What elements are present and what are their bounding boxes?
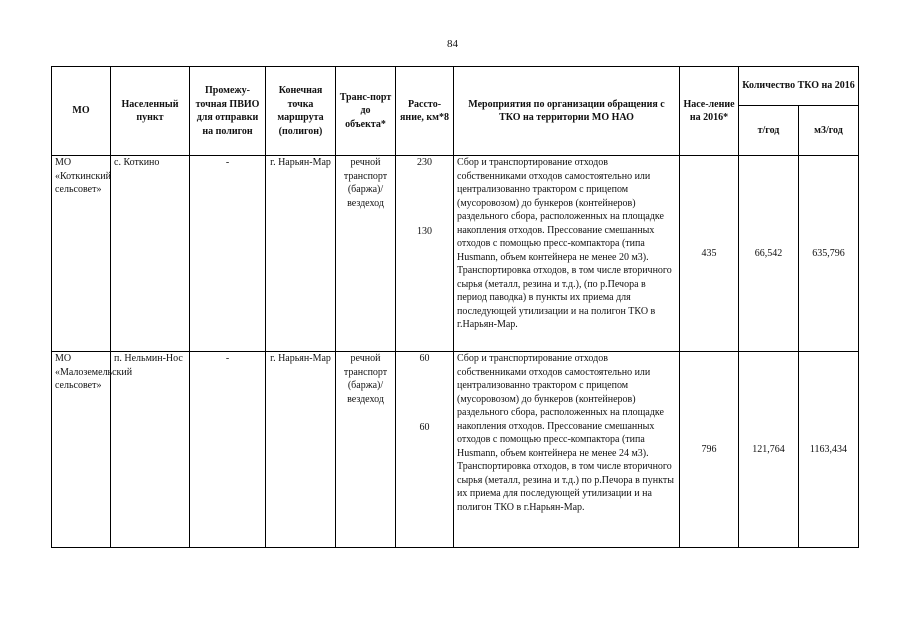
cell-m3-year: 635,796 [799, 156, 859, 352]
cell-population: 435 [680, 156, 739, 352]
cell-measures: Сбор и транспортирование отходов собственниками отходов самостоятельно или централизованно трактором с прицепом (мусоровозом) до бункеров (контейнеров) раздельного сбора, расположенных на площадке накопления отходов. Прессование смешанных отходов с помощью пресс-компактора (типа Husmann, объем контейнера не менее 24 м3). Транспортировка отходов, в том числе вторичного сырья (металл, резина и т.д.) по р.Печора в пункты их приема для последующей утилизации и на полигон ТКО в г.Нарьян-Мар. [454, 352, 680, 548]
cell-measures: Сбор и транспортирование отходов собственниками отходов самостоятельно или централизованно трактором с прицепом (мусоровозом) до бункеров (контейнеров) раздельного сбора, расположенных на площадке накопления отходов. Прессование смешанных отходов с помощью пресс-компактора (типа Husmann, объем контейнера не менее 20 м3). Транспортировка отходов, в том числе вторичного сырья (металл, резина и т.д.), (по р.Печора в период паводка) в пункты их приема для последующей утилизации и на полигон ТКО в г.Нарьян-Мар. [454, 156, 680, 352]
cell-mo: МО «Коткинский сельсовет» [52, 156, 111, 352]
header-population: Насе-ление на 2016* [680, 67, 739, 156]
header-tko-quantity: Количество ТКО на 2016 [739, 67, 859, 106]
header-settlement: Населенный пункт [111, 67, 190, 156]
header-t-year: т/год [739, 106, 799, 156]
header-transport: Транс-порт до объекта* [336, 67, 396, 156]
cell-settlement: п. Нельмин-Нос [111, 352, 190, 548]
distance-value: 130 [417, 225, 432, 237]
header-distance: Рассто-яние, км*8 [396, 67, 454, 156]
cell-interim: - [190, 352, 266, 548]
header-mo: МО [52, 67, 111, 156]
cell-t-year: 121,764 [739, 352, 799, 548]
table-row [52, 156, 859, 352]
cell-t-year: 66,542 [739, 156, 799, 352]
table-row [52, 352, 859, 548]
cell-distance [396, 156, 454, 352]
cell-interim: - [190, 156, 266, 352]
header-final-point: Конечная точка маршрута (полигон) [266, 67, 336, 156]
header-interim-point: Промежу-точная ПВИО для отправки на полигон [190, 67, 266, 156]
cell-final-point: г. Нарьян-Мар [266, 352, 336, 548]
distance-value: 60 [419, 421, 430, 433]
page-number: 84 [447, 38, 458, 50]
cell-population: 796 [680, 352, 739, 548]
cell-transport: речной транспорт (баржа)/ вездеход [336, 156, 396, 352]
distance-value: 230 [417, 157, 432, 168]
distance-value: 60 [419, 353, 430, 364]
header-m3-year: м3/год [799, 106, 859, 156]
header-measures: Мероприятия по организации обращения с ТКО на территории МО НАО [454, 67, 680, 156]
cell-transport: речной транспорт (баржа)/ вездеход [336, 352, 396, 548]
tko-table [51, 66, 859, 548]
cell-final-point: г. Нарьян-Мар [266, 156, 336, 352]
cell-settlement: с. Коткино [111, 156, 190, 352]
cell-m3-year: 1163,434 [799, 352, 859, 548]
cell-mo: МО «Малоземельский сельсовет» [52, 352, 111, 548]
cell-distance [396, 352, 454, 548]
